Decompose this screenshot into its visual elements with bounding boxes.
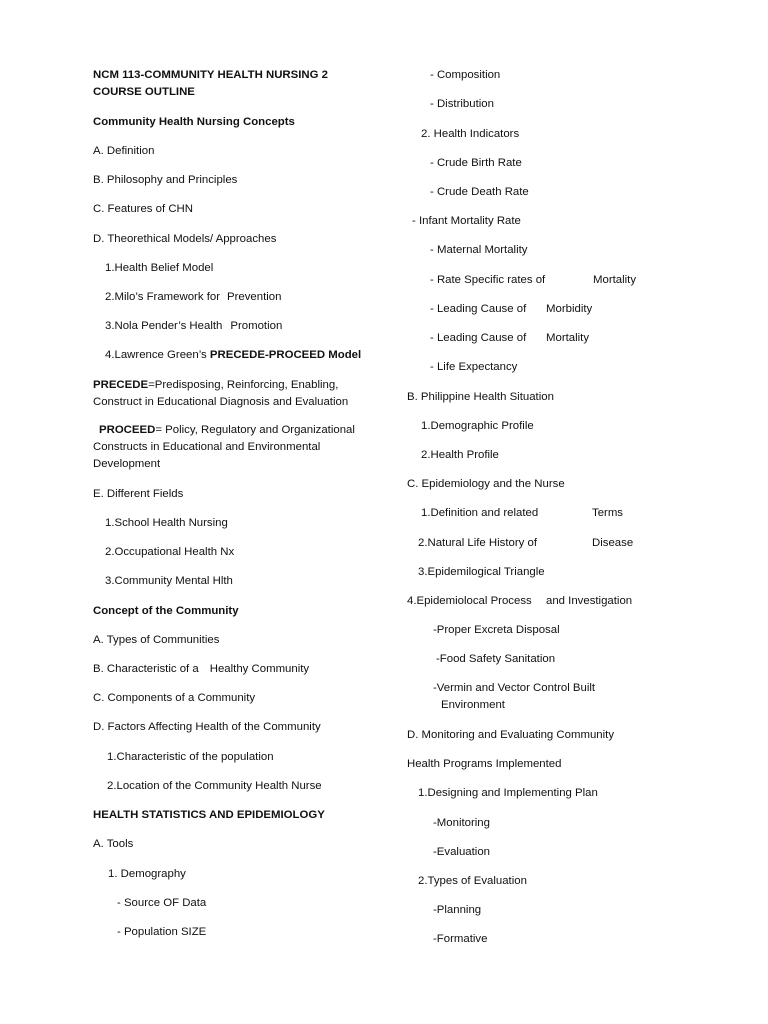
proceed-label: PROCEED (99, 424, 156, 436)
outline-item: D. Monitoring and Evaluating Community (407, 729, 615, 741)
outline-subsubitem: - Leading Cause of (430, 303, 527, 315)
outline-subitem-tail: and Investigation (546, 595, 633, 607)
outline-subitem-text: 2.Milo’s Framework for (105, 291, 220, 303)
outline-item: A. Definition (93, 145, 155, 157)
outline-subsubitem: - Population SIZE (117, 926, 207, 938)
outline-subitem: 1. Demography (108, 868, 186, 880)
course-title: NCM 113-COMMUNITY HEALTH NURSING 2 (93, 69, 329, 81)
proceed-paragraph (93, 422, 361, 473)
outline-subitem: 3.Epidemilogical Triangle (418, 566, 545, 578)
precede-label: PRECEDE (93, 379, 149, 391)
outline-subitem (105, 289, 281, 306)
outline-subsubitem: - Leading Cause of (430, 332, 527, 344)
outline-subitem: 2.Types of Evaluation (418, 875, 527, 887)
outline-subitem: 2.Location of the Community Health Nurse (107, 780, 322, 792)
outline-item: B. Philosophy and Principles (93, 174, 238, 186)
course-subtitle: COURSE OUTLINE (93, 86, 195, 98)
outline-subsubitem-tail: Morbidity (546, 303, 593, 315)
outline-subitem-text: 3.Nola Pender’s Health (105, 320, 223, 332)
outline-subsubitem: -Vermin and Vector Control Built (433, 682, 596, 694)
outline-item (93, 661, 309, 678)
precede-paragraph (93, 377, 361, 411)
outline-subsubitem-tail: Mortality (546, 332, 590, 344)
outline-subsubitem: -Food Safety Sanitation (436, 653, 556, 665)
outline-item: B. Philippine Health Situation (407, 391, 554, 403)
outline-subitem (105, 347, 361, 364)
precede-text: =Predisposing, Reinforcing, Enabling, Construct in Educational Diagnosis and Evaluation (93, 379, 349, 408)
outline-subsubitem: - Maternal Mortality (430, 244, 528, 256)
outline-subitem: 2. Health Indicators (421, 128, 520, 140)
outline-subitem: 2.Natural Life History of (418, 537, 538, 549)
outline-subsubitem-cont: Environment (441, 699, 505, 711)
outline-item: D. Factors Affecting Health of the Community (93, 721, 321, 733)
outline-subitem (105, 318, 282, 335)
section-heading-community: Concept of the Community (93, 605, 239, 617)
outline-subitem: 2.Occupational Health Nx (105, 546, 235, 558)
outline-subitem: 3.Community Mental Hlth (105, 575, 233, 587)
outline-item: D. Theorethical Models/ Approaches (93, 233, 277, 245)
outline-item: C. Features of CHN (93, 203, 194, 215)
outline-item: A. Tools (93, 838, 134, 850)
outline-subsubitem: - Crude Birth Rate (430, 157, 522, 169)
outline-subsubitem: - Source OF Data (117, 897, 207, 909)
proceed-text: = Policy, Regulatory and Organizational Constructs in Educational and Environmental Development (93, 424, 355, 470)
outline-subitem-tail: Terms (592, 507, 624, 519)
outline-subitem-tail: Disease (592, 537, 634, 549)
outline-subitem-text: Promotion (230, 320, 283, 332)
outline-subsubitem: -Evaluation (433, 846, 490, 858)
outline-subsubitem: - Distribution (430, 98, 494, 110)
outline-subitem: 1.Characteristic of the population (107, 751, 274, 763)
outline-item: C. Components of a Community (93, 692, 256, 704)
outline-item-text: B. Characteristic of a (93, 663, 199, 675)
outline-item: C. Epidemiology and the Nurse (407, 478, 565, 490)
outline-subsubitem: -Proper Excreta Disposal (433, 624, 560, 636)
outline-subitem: 1.Definition and related (421, 507, 539, 519)
outline-item: A. Types of Communities (93, 634, 220, 646)
outline-subsubitem: - Rate Specific rates of (430, 274, 546, 286)
outline-subsubitem: -Planning (433, 904, 482, 916)
outline-subsubitem-tail: Mortality (593, 274, 637, 286)
outline-subsubitem: -Formative (433, 933, 488, 945)
outline-subitem-bold: PRECEDE-PROCEED Model (209, 349, 362, 361)
outline-item: E. Different Fields (93, 488, 184, 500)
outline-subitem-text: 4.Lawrence Green’s (105, 349, 210, 361)
outline-item: Health Programs Implemented (407, 758, 562, 770)
outline-subitem-text: Prevention (227, 291, 282, 303)
outline-subitem: 1.Designing and Implementing Plan (418, 787, 598, 799)
outline-subsubitem: - Composition (430, 69, 501, 81)
section-heading-statistics: HEALTH STATISTICS AND EPIDEMIOLOGY (93, 809, 325, 821)
outline-subsubitem: - Crude Death Rate (430, 186, 529, 198)
outline-subitem: 4.Epidemiolocal Process (407, 595, 532, 607)
section-heading-chn-concepts: Community Health Nursing Concepts (93, 116, 295, 128)
outline-subitem: 1.School Health Nursing (105, 517, 228, 529)
outline-subitem: 2.Health Profile (421, 449, 499, 461)
outline-subsubitem: -Monitoring (433, 817, 490, 829)
outline-item-text: Healthy Community (209, 663, 310, 675)
outline-subsubitem: - Life Expectancy (430, 361, 518, 373)
outline-subitem: 1.Health Belief Model (105, 262, 214, 274)
outline-subsubitem: - Infant Mortality Rate (412, 215, 521, 227)
outline-subitem: 1.Demographic Profile (421, 420, 534, 432)
